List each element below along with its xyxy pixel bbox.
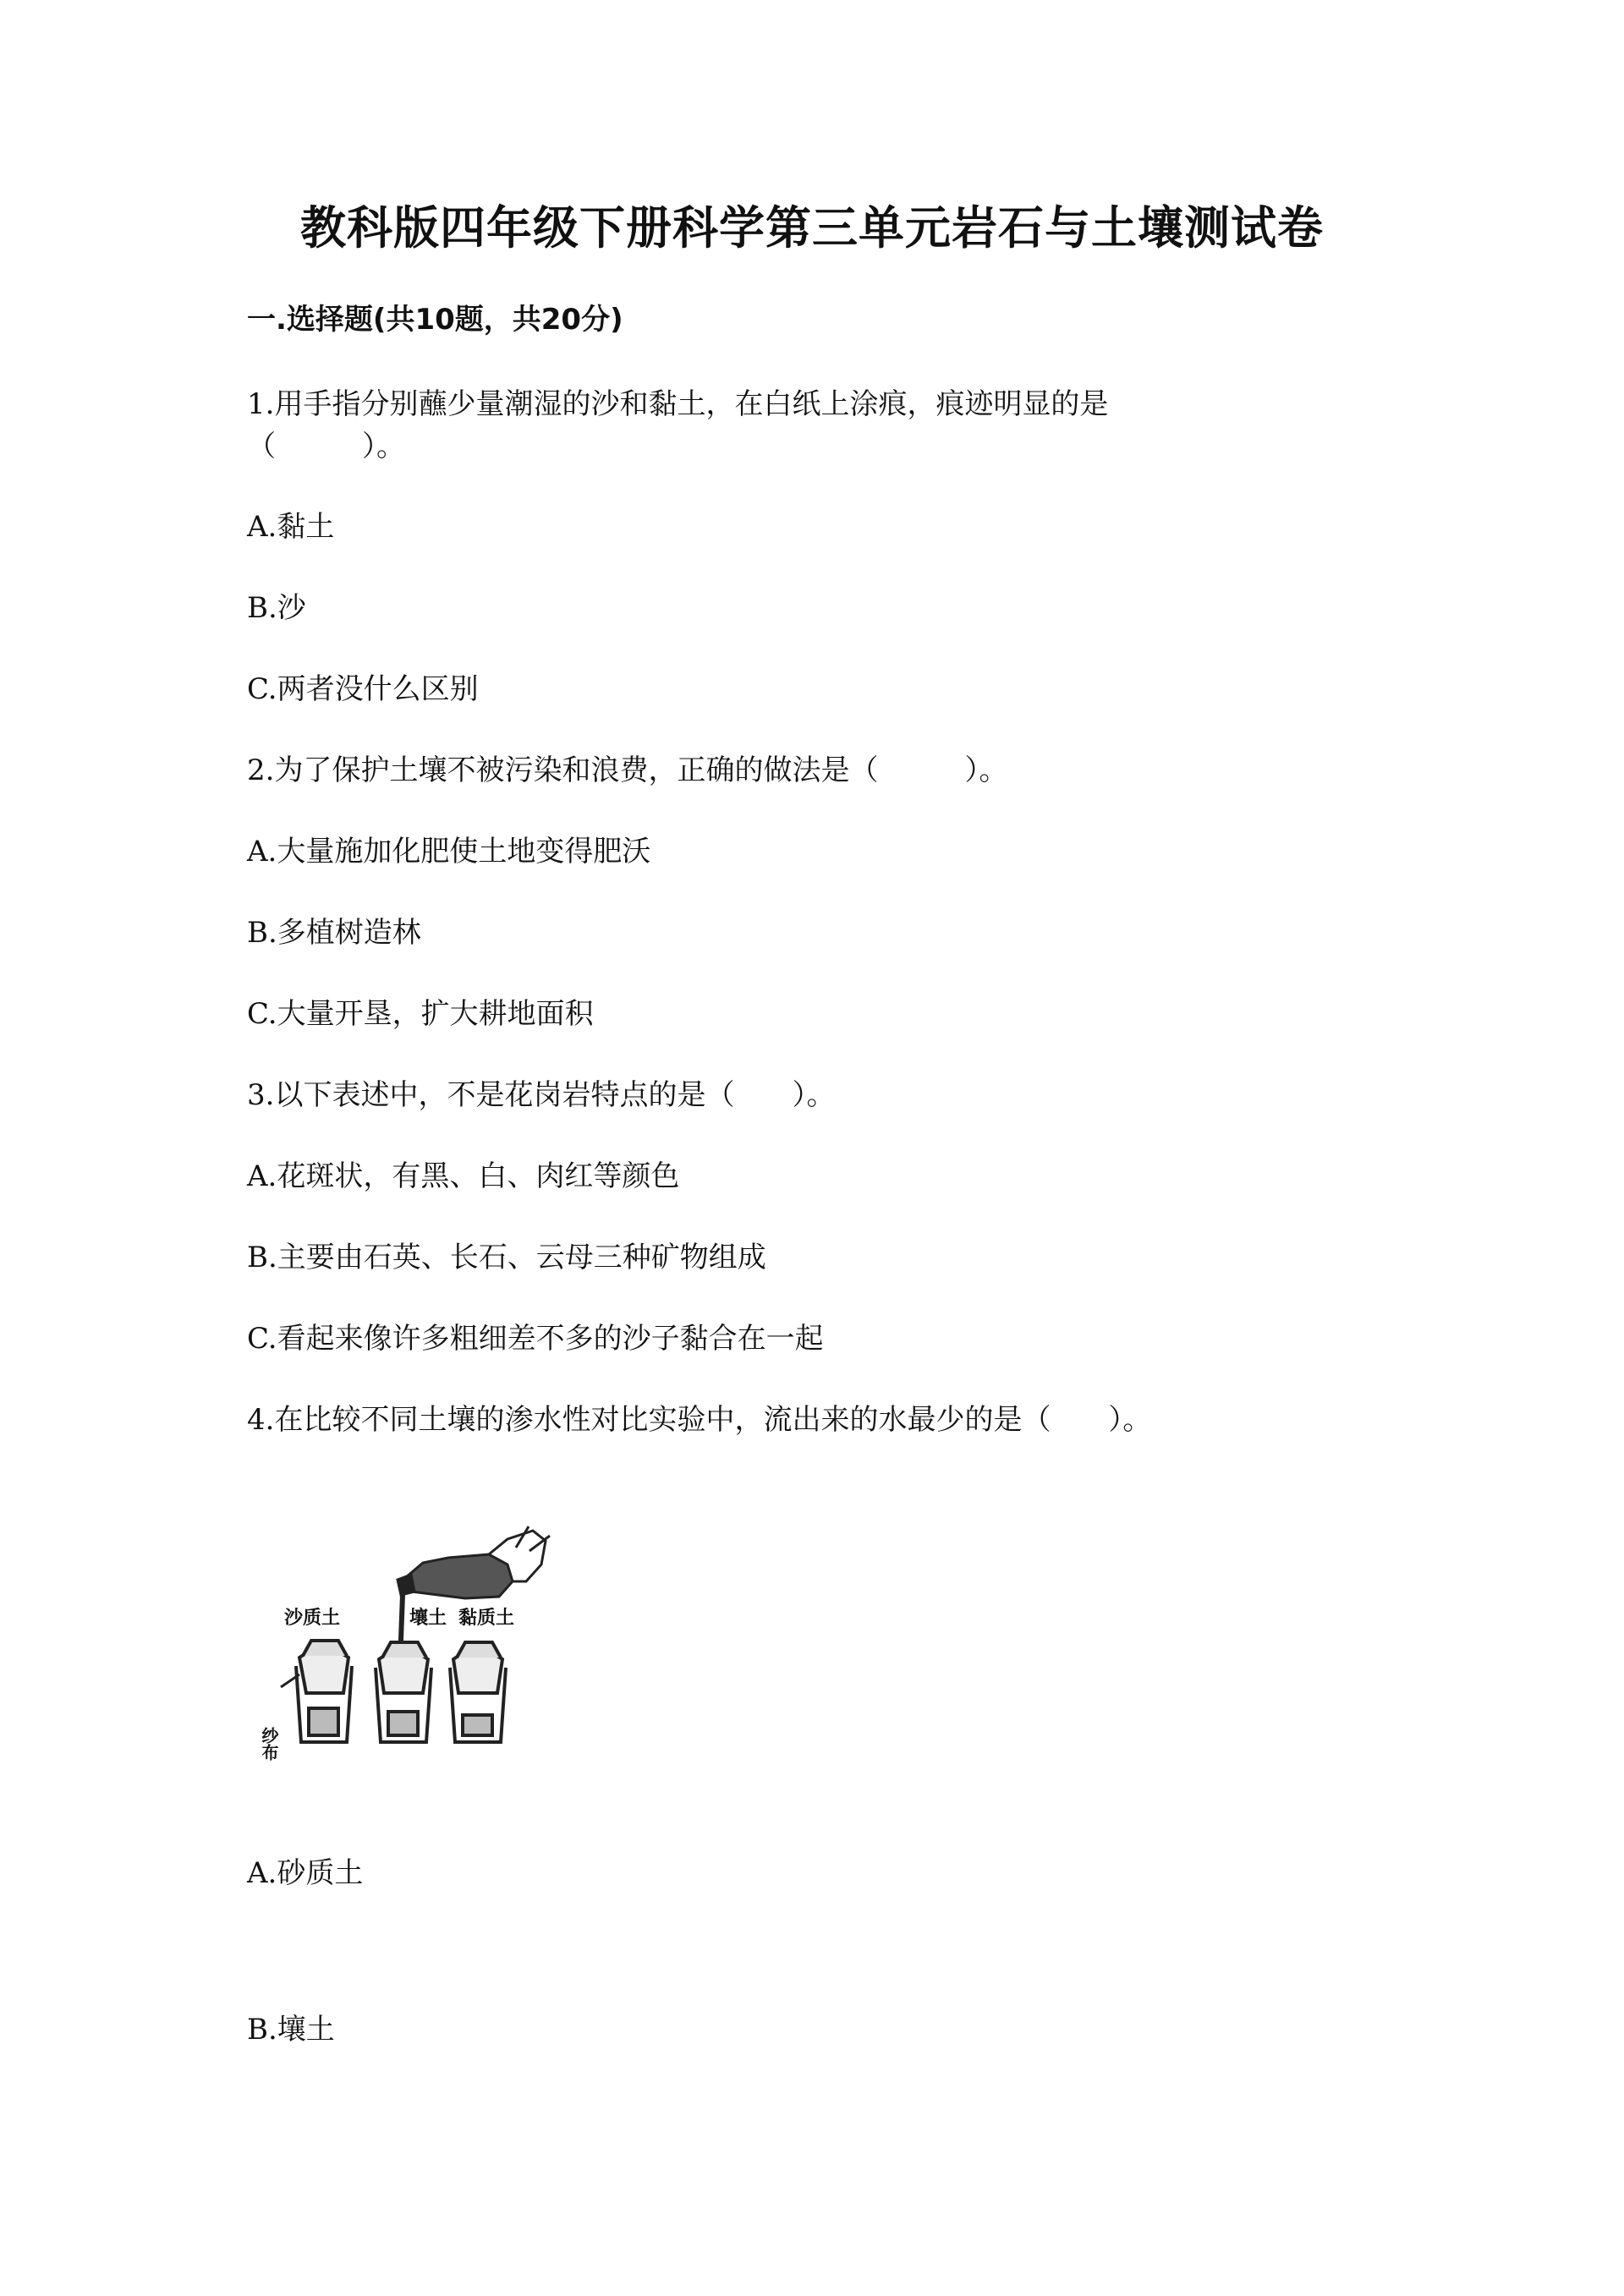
question-1-option-c: C.两者没什么区别 — [247, 672, 479, 706]
question-2-option-c: C.大量开垦，扩大耕地面积 — [247, 997, 594, 1031]
question-4-option-a: A.砂质土 — [247, 1856, 364, 1890]
question-4-option-b: B.壤土 — [247, 2013, 335, 2047]
question-2-option-a: A.大量施加化肥使土地变得肥沃 — [247, 835, 651, 869]
label-sandy-soil: 沙质土 — [284, 1608, 341, 1629]
question-2-option-b: B.多植树造林 — [247, 916, 421, 950]
label-loam: 壤土 — [409, 1608, 447, 1629]
pouring-bottle-icon — [398, 1526, 550, 1598]
question-1-option-a: A.黏土 — [247, 510, 335, 544]
question-1-stem: 1.用手指分别蘸少量潮湿的沙和黏土，在白纸上涂痕，痕迹明显的是 — [247, 387, 1109, 421]
cup-loam — [376, 1642, 431, 1742]
question-2-stem: 2.为了保护土壤不被污染和浪费，正确的做法是（ ）。 — [247, 753, 1008, 787]
question-3-stem: 3.以下表述中，不是花岗岩特点的是（ ）。 — [247, 1078, 836, 1112]
question-3-option-a: A.花斑状，有黑、白、肉红等颜色 — [247, 1159, 680, 1193]
cup-sandy-soil — [296, 1641, 352, 1742]
question-1-option-b: B.沙 — [247, 591, 306, 625]
page-title: 教科版四年级下册科学第三单元岩石与土壤测试卷 — [300, 201, 1324, 255]
soil-permeability-figure — [259, 1514, 567, 1767]
cup-clay-soil — [450, 1642, 506, 1742]
question-1-stem-cont: （ ）。 — [247, 430, 405, 463]
section-heading: 一.选择题(共10题，共20分) — [247, 303, 623, 337]
question-3-option-c: C.看起来像许多粗细差不多的沙子黏合在一起 — [247, 1322, 824, 1356]
question-4-stem: 4.在比较不同土壤的渗水性对比实验中，流出来的水最少的是（ ）。 — [247, 1403, 1152, 1437]
question-3-option-b: B.主要由石英、长石、云母三种矿物组成 — [247, 1241, 766, 1274]
label-clay-soil: 黏质土 — [458, 1608, 515, 1629]
label-gauze: 纱布 — [259, 1727, 279, 1761]
